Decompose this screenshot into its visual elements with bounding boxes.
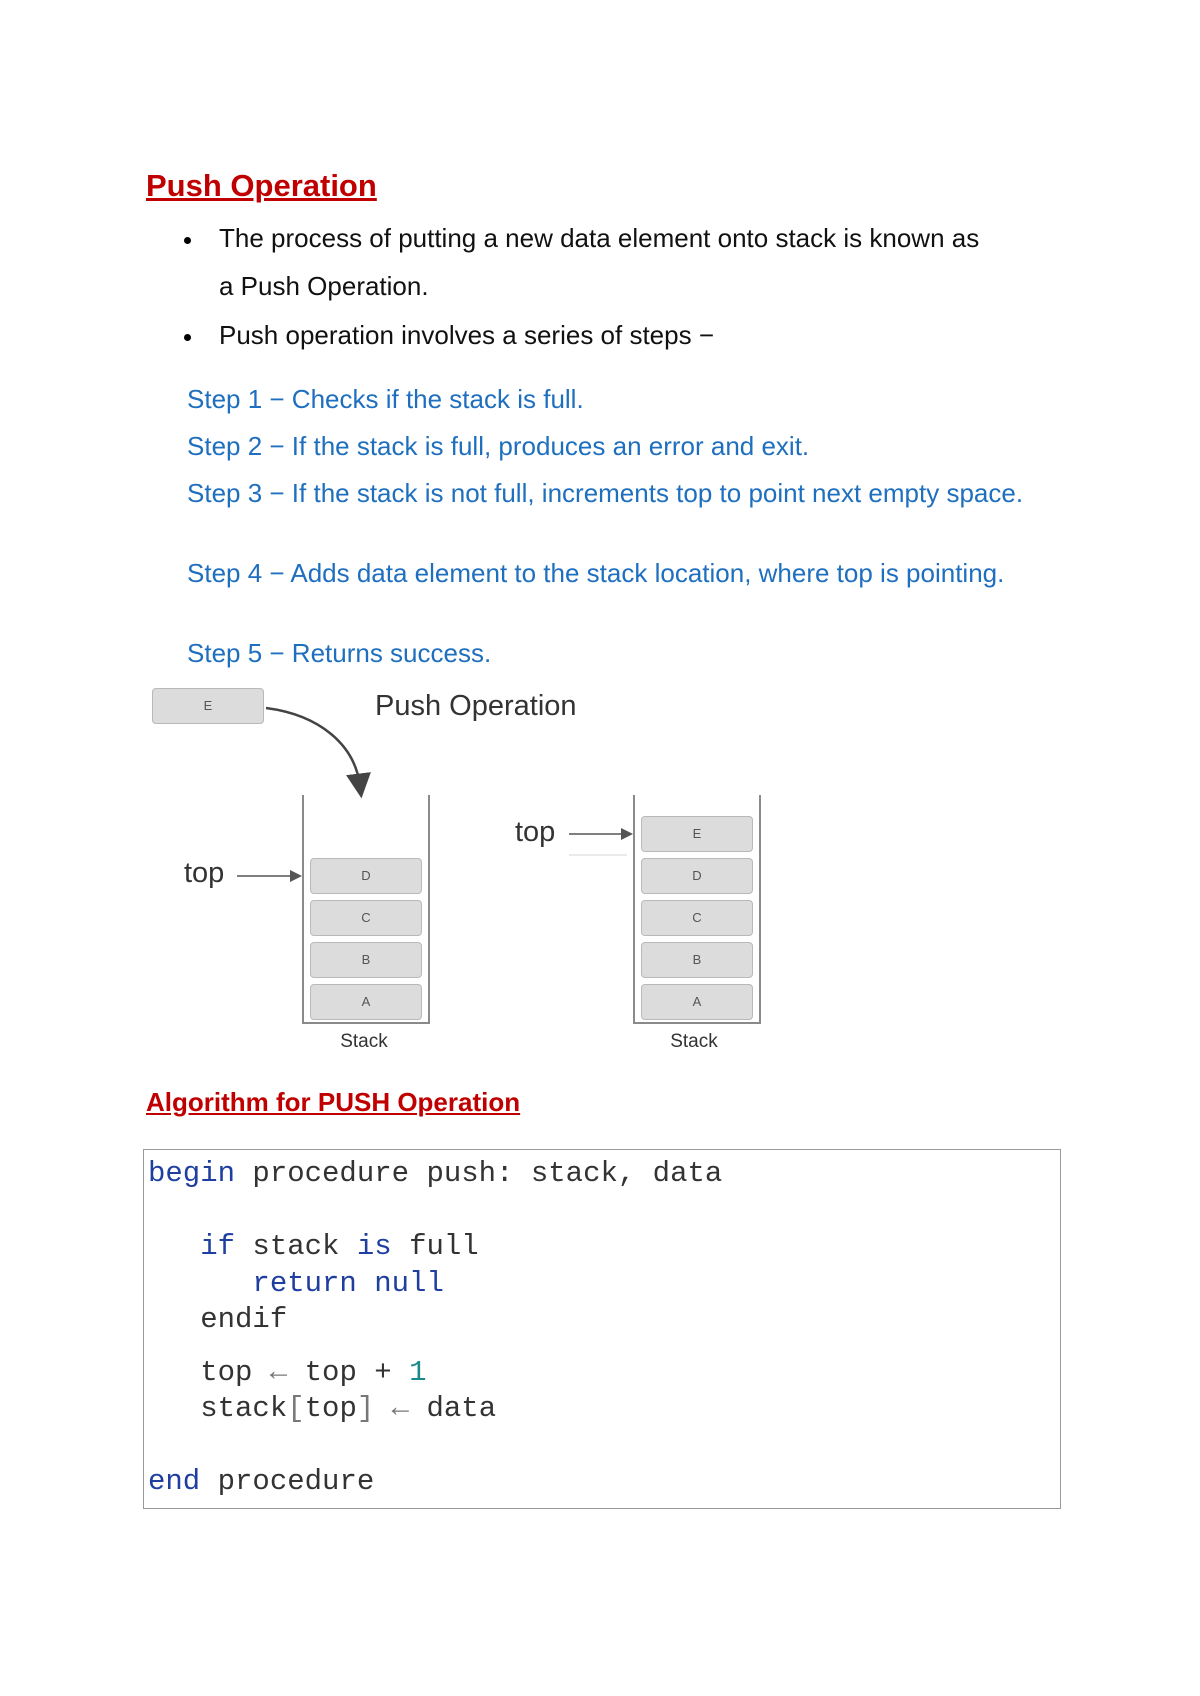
code-token: stack — [235, 1230, 357, 1263]
stack-element: B — [641, 942, 753, 978]
code-token: top + — [287, 1355, 410, 1389]
top-label: top — [515, 816, 556, 848]
code-keyword: if — [200, 1230, 236, 1263]
code-text — [148, 1156, 722, 1501]
step-2: Step 2 − If the stack is full, produces an error and exit. — [187, 431, 810, 461]
stack-container-before — [302, 795, 430, 1024]
stack-container-after — [633, 795, 761, 1024]
stack-label: Stack — [340, 1031, 388, 1052]
code-number: 1 — [409, 1355, 427, 1389]
stack-element: D — [310, 858, 422, 894]
stack-element: D — [641, 858, 753, 894]
code-token: data — [409, 1392, 497, 1425]
step-4: Step 4 − Adds data element to the stack location, where top is pointing. — [187, 558, 1005, 588]
diagram-title: Push Operation — [375, 690, 577, 722]
code-token: endif — [200, 1303, 288, 1336]
bullet-line: a Push Operation. — [219, 271, 429, 301]
code-token: top — [304, 1392, 357, 1425]
code-token: ← — [374, 1392, 410, 1425]
stack-element: C — [310, 900, 422, 936]
code-token: ] — [356, 1392, 375, 1425]
stack-element: E — [641, 816, 753, 852]
push-operation-heading: Push Operation — [146, 168, 377, 203]
algorithm-heading: Algorithm for PUSH Operation — [146, 1087, 521, 1117]
code-token: procedure — [200, 1465, 375, 1498]
bullet-line: The process of putting a new data element onto stack is known as — [219, 223, 980, 253]
code-token: full — [391, 1230, 479, 1263]
code-keyword: is — [356, 1230, 392, 1263]
code-keyword: end — [148, 1465, 201, 1498]
stack-element: B — [310, 942, 422, 978]
bullet-text: Push operation involves a series of steps − — [219, 320, 715, 350]
stack-element: A — [310, 984, 422, 1020]
stack-element: C — [641, 900, 753, 936]
step-5: Step 5 − Returns success. — [187, 638, 492, 668]
step-3: Step 3 − If the stack is not full, increments top to point next empty space. — [187, 478, 1024, 508]
step-1: Step 1 − Checks if the stack is full. — [187, 384, 584, 414]
code-token: procedure push: stack, data — [235, 1157, 723, 1190]
stack-label: Stack — [670, 1031, 718, 1052]
code-token: stack — [200, 1392, 288, 1425]
code-token: ← — [269, 1355, 288, 1389]
code-keyword: return null — [252, 1266, 444, 1300]
code-token: [ — [287, 1392, 305, 1425]
incoming-element: E — [152, 688, 264, 724]
code-block — [143, 1149, 1061, 1509]
code-keyword: begin — [148, 1157, 236, 1190]
stack-element: A — [641, 984, 753, 1020]
top-label: top — [184, 857, 225, 889]
code-token: top — [200, 1355, 270, 1389]
